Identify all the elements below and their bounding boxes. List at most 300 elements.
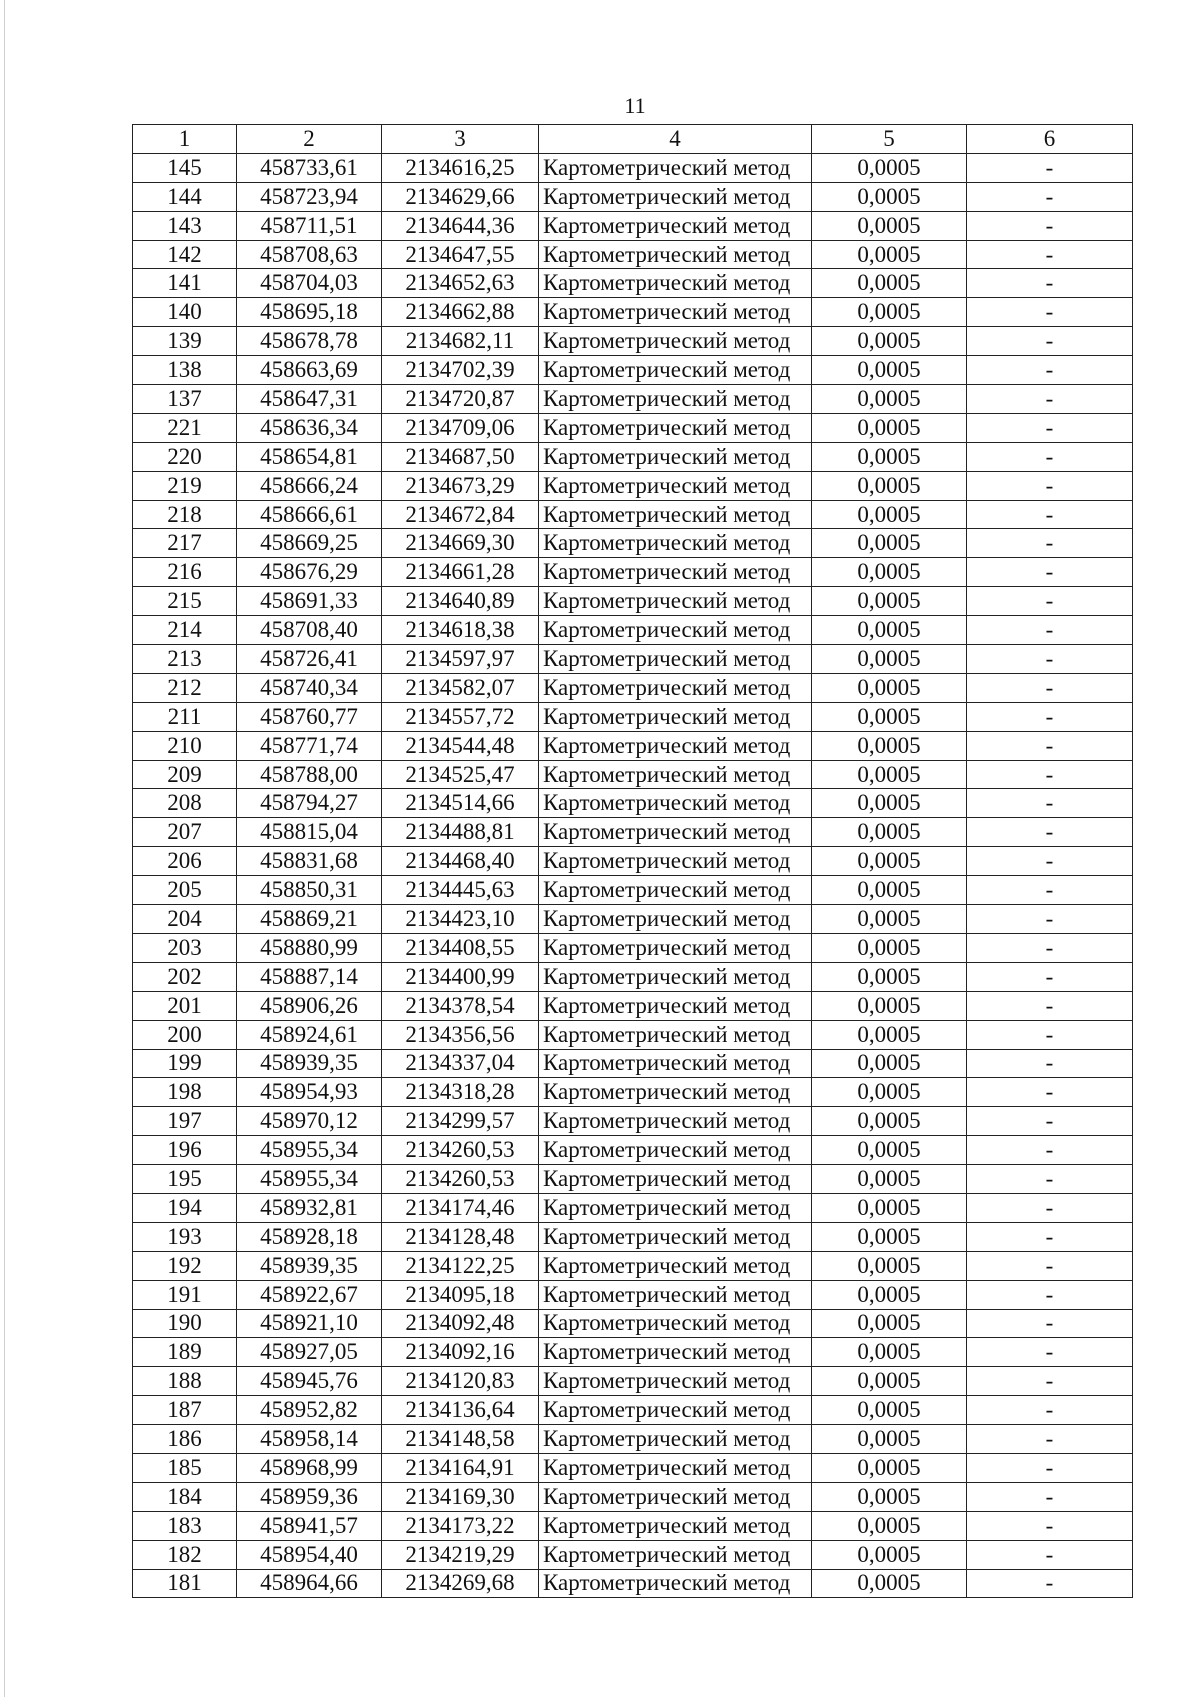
y-coordinate-cell: 2134269,68 [382,1569,539,1598]
table-row [133,558,1133,587]
point-number-cell: 188 [133,1367,237,1396]
table-row [133,1425,1133,1454]
point-number-cell: 138 [133,356,237,385]
coordinates-table [132,124,1133,1598]
y-coordinate-cell: 2134687,50 [382,442,539,471]
x-coordinate-cell: 458932,81 [237,1193,382,1222]
point-number-cell: 197 [133,1107,237,1136]
y-coordinate-cell: 2134169,30 [382,1482,539,1511]
point-number-cell: 185 [133,1453,237,1482]
table-row [133,298,1133,327]
y-coordinate-cell: 2134616,25 [382,153,539,182]
accuracy-cell: 0,0005 [812,731,967,760]
x-coordinate-cell: 458771,74 [237,731,382,760]
accuracy-cell: 0,0005 [812,1309,967,1338]
accuracy-cell: 0,0005 [812,1251,967,1280]
point-number-cell: 221 [133,413,237,442]
description-cell: - [967,1193,1133,1222]
description-cell: - [967,673,1133,702]
description-cell: - [967,529,1133,558]
x-coordinate-cell: 458945,76 [237,1367,382,1396]
description-cell: - [967,1425,1133,1454]
x-coordinate-cell: 458815,04 [237,818,382,847]
description-cell: - [967,1540,1133,1569]
x-coordinate-cell: 458654,81 [237,442,382,471]
x-coordinate-cell: 458740,34 [237,673,382,702]
description-cell: - [967,1280,1133,1309]
table-row [133,413,1133,442]
description-cell: - [967,1511,1133,1540]
table-row [133,760,1133,789]
method-cell: Картометрический метод [539,847,812,876]
accuracy-cell: 0,0005 [812,587,967,616]
y-coordinate-cell: 2134092,16 [382,1338,539,1367]
description-cell: - [967,1222,1133,1251]
y-coordinate-cell: 2134672,84 [382,500,539,529]
description-cell: - [967,702,1133,731]
method-cell: Картометрический метод [539,731,812,760]
point-number-cell: 205 [133,876,237,905]
y-coordinate-cell: 2134408,55 [382,933,539,962]
point-number-cell: 189 [133,1338,237,1367]
y-coordinate-cell: 2134128,48 [382,1222,539,1251]
table-row [133,442,1133,471]
y-coordinate-cell: 2134092,48 [382,1309,539,1338]
description-cell: - [967,1107,1133,1136]
method-cell: Картометрический метод [539,1338,812,1367]
accuracy-cell: 0,0005 [812,789,967,818]
point-number-cell: 219 [133,471,237,500]
accuracy-cell: 0,0005 [812,1453,967,1482]
point-number-cell: 210 [133,731,237,760]
description-cell: - [967,558,1133,587]
accuracy-cell: 0,0005 [812,933,967,962]
accuracy-cell: 0,0005 [812,558,967,587]
point-number-cell: 217 [133,529,237,558]
y-coordinate-cell: 2134488,81 [382,818,539,847]
description-cell: - [967,1049,1133,1078]
description-cell: - [967,1569,1133,1598]
method-cell: Картометрический метод [539,587,812,616]
method-cell: Картометрический метод [539,933,812,962]
y-coordinate-cell: 2134582,07 [382,673,539,702]
point-number-cell: 220 [133,442,237,471]
table-row [133,905,1133,934]
description-cell: - [967,1453,1133,1482]
method-cell: Картометрический метод [539,1280,812,1309]
y-coordinate-cell: 2134122,25 [382,1251,539,1280]
point-number-cell: 200 [133,1020,237,1049]
method-cell: Картометрический метод [539,1540,812,1569]
y-coordinate-cell: 2134337,04 [382,1049,539,1078]
x-coordinate-cell: 458954,93 [237,1078,382,1107]
y-coordinate-cell: 2134629,66 [382,182,539,211]
description-cell: - [967,327,1133,356]
description-cell: - [967,876,1133,905]
table-row [133,1078,1133,1107]
point-number-cell: 196 [133,1136,237,1165]
accuracy-cell: 0,0005 [812,673,967,702]
method-cell: Картометрический метод [539,529,812,558]
table-row [133,471,1133,500]
y-coordinate-cell: 2134400,99 [382,962,539,991]
description-cell: - [967,587,1133,616]
table-row [133,847,1133,876]
table-row [133,1222,1133,1251]
y-coordinate-cell: 2134640,89 [382,587,539,616]
x-coordinate-cell: 458958,14 [237,1425,382,1454]
description-cell: - [967,1396,1133,1425]
method-cell: Картометрический метод [539,1165,812,1194]
y-coordinate-cell: 2134644,36 [382,211,539,240]
method-cell: Картометрический метод [539,962,812,991]
point-number-cell: 195 [133,1165,237,1194]
accuracy-cell: 0,0005 [812,1338,967,1367]
table-row [133,1338,1133,1367]
y-coordinate-cell: 2134299,57 [382,1107,539,1136]
accuracy-cell: 0,0005 [812,240,967,269]
table-row [133,211,1133,240]
accuracy-cell: 0,0005 [812,356,967,385]
accuracy-cell: 0,0005 [812,1569,967,1598]
point-number-cell: 137 [133,385,237,414]
x-coordinate-cell: 458663,69 [237,356,382,385]
accuracy-cell: 0,0005 [812,1280,967,1309]
point-number-cell: 142 [133,240,237,269]
x-coordinate-cell: 458970,12 [237,1107,382,1136]
description-cell: - [967,847,1133,876]
description-cell: - [967,211,1133,240]
table-row [133,269,1133,298]
table-row [133,240,1133,269]
accuracy-cell: 0,0005 [812,385,967,414]
table-row [133,1367,1133,1396]
description-cell: - [967,1136,1133,1165]
method-cell: Картометрический метод [539,1251,812,1280]
point-number-cell: 181 [133,1569,237,1598]
table-row [133,645,1133,674]
table-row [133,1482,1133,1511]
accuracy-cell: 0,0005 [812,327,967,356]
point-number-cell: 141 [133,269,237,298]
description-cell: - [967,789,1133,818]
x-coordinate-cell: 458924,61 [237,1020,382,1049]
x-coordinate-cell: 458711,51 [237,211,382,240]
method-cell: Картометрический метод [539,211,812,240]
method-cell: Картометрический метод [539,1020,812,1049]
table-row [133,876,1133,905]
x-coordinate-cell: 458955,34 [237,1165,382,1194]
method-cell: Картометрический метод [539,818,812,847]
accuracy-cell: 0,0005 [812,471,967,500]
y-coordinate-cell: 2134260,53 [382,1165,539,1194]
accuracy-cell: 0,0005 [812,645,967,674]
method-cell: Картометрический метод [539,1453,812,1482]
description-cell: - [967,1367,1133,1396]
x-coordinate-cell: 458831,68 [237,847,382,876]
accuracy-cell: 0,0005 [812,413,967,442]
table-row [133,1396,1133,1425]
method-cell: Картометрический метод [539,240,812,269]
table-row [133,1020,1133,1049]
method-cell: Картометрический метод [539,1049,812,1078]
method-cell: Картометрический метод [539,1078,812,1107]
x-coordinate-cell: 458678,78 [237,327,382,356]
point-number-cell: 201 [133,991,237,1020]
method-cell: Картометрический метод [539,905,812,934]
y-coordinate-cell: 2134378,54 [382,991,539,1020]
x-coordinate-cell: 458927,05 [237,1338,382,1367]
y-coordinate-cell: 2134174,46 [382,1193,539,1222]
column-header: 6 [967,125,1133,154]
point-number-cell: 216 [133,558,237,587]
table-row [133,731,1133,760]
y-coordinate-cell: 2134525,47 [382,760,539,789]
method-cell: Картометрический метод [539,471,812,500]
method-cell: Картометрический метод [539,1193,812,1222]
x-coordinate-cell: 458887,14 [237,962,382,991]
x-coordinate-cell: 458788,00 [237,760,382,789]
description-cell: - [967,1338,1133,1367]
x-coordinate-cell: 458760,77 [237,702,382,731]
page-number: 11 [624,93,646,118]
table-row [133,1309,1133,1338]
accuracy-cell: 0,0005 [812,1165,967,1194]
table-header-row [133,125,1133,154]
accuracy-cell: 0,0005 [812,1020,967,1049]
y-coordinate-cell: 2134136,64 [382,1396,539,1425]
y-coordinate-cell: 2134702,39 [382,356,539,385]
method-cell: Картометрический метод [539,1482,812,1511]
x-coordinate-cell: 458676,29 [237,558,382,587]
description-cell: - [967,991,1133,1020]
x-coordinate-cell: 458880,99 [237,933,382,962]
x-coordinate-cell: 458708,63 [237,240,382,269]
description-cell: - [967,153,1133,182]
description-cell: - [967,442,1133,471]
description-cell: - [967,413,1133,442]
method-cell: Картометрический метод [539,702,812,731]
x-coordinate-cell: 458794,27 [237,789,382,818]
table-row [133,1165,1133,1194]
method-cell: Картометрический метод [539,1309,812,1338]
y-coordinate-cell: 2134661,28 [382,558,539,587]
description-cell: - [967,471,1133,500]
y-coordinate-cell: 2134468,40 [382,847,539,876]
description-cell: - [967,356,1133,385]
accuracy-cell: 0,0005 [812,1107,967,1136]
y-coordinate-cell: 2134164,91 [382,1453,539,1482]
accuracy-cell: 0,0005 [812,153,967,182]
y-coordinate-cell: 2134544,48 [382,731,539,760]
description-cell: - [967,905,1133,934]
accuracy-cell: 0,0005 [812,1222,967,1251]
point-number-cell: 186 [133,1425,237,1454]
accuracy-cell: 0,0005 [812,818,967,847]
y-coordinate-cell: 2134618,38 [382,616,539,645]
table-row [133,1280,1133,1309]
point-number-cell: 209 [133,760,237,789]
point-number-cell: 207 [133,818,237,847]
x-coordinate-cell: 458636,34 [237,413,382,442]
point-number-cell: 204 [133,905,237,934]
page-edge [4,0,5,1697]
y-coordinate-cell: 2134647,55 [382,240,539,269]
x-coordinate-cell: 458968,99 [237,1453,382,1482]
method-cell: Картометрический метод [539,1396,812,1425]
point-number-cell: 208 [133,789,237,818]
table-row [133,182,1133,211]
y-coordinate-cell: 2134120,83 [382,1367,539,1396]
method-cell: Картометрический метод [539,1367,812,1396]
point-number-cell: 139 [133,327,237,356]
description-cell: - [967,500,1133,529]
method-cell: Картометрический метод [539,991,812,1020]
x-coordinate-cell: 458955,34 [237,1136,382,1165]
table-row [133,327,1133,356]
y-coordinate-cell: 2134709,06 [382,413,539,442]
description-cell: - [967,645,1133,674]
table-row [133,1107,1133,1136]
description-cell: - [967,1482,1133,1511]
accuracy-cell: 0,0005 [812,1136,967,1165]
table-row [133,818,1133,847]
table-row [133,991,1133,1020]
x-coordinate-cell: 458850,31 [237,876,382,905]
x-coordinate-cell: 458954,40 [237,1540,382,1569]
table-row [133,1049,1133,1078]
x-coordinate-cell: 458704,03 [237,269,382,298]
point-number-cell: 203 [133,933,237,962]
x-coordinate-cell: 458939,35 [237,1251,382,1280]
description-cell: - [967,1165,1133,1194]
description-cell: - [967,760,1133,789]
accuracy-cell: 0,0005 [812,500,967,529]
x-coordinate-cell: 458723,94 [237,182,382,211]
point-number-cell: 215 [133,587,237,616]
x-coordinate-cell: 458928,18 [237,1222,382,1251]
y-coordinate-cell: 2134260,53 [382,1136,539,1165]
description-cell: - [967,731,1133,760]
accuracy-cell: 0,0005 [812,616,967,645]
point-number-cell: 199 [133,1049,237,1078]
table-row [133,1540,1133,1569]
x-coordinate-cell: 458964,66 [237,1569,382,1598]
point-number-cell: 193 [133,1222,237,1251]
method-cell: Картометрический метод [539,182,812,211]
table-row [133,500,1133,529]
point-number-cell: 190 [133,1309,237,1338]
x-coordinate-cell: 458666,24 [237,471,382,500]
x-coordinate-cell: 458922,67 [237,1280,382,1309]
table-row [133,1511,1133,1540]
method-cell: Картометрический метод [539,616,812,645]
table-row [133,153,1133,182]
method-cell: Картометрический метод [539,558,812,587]
accuracy-cell: 0,0005 [812,1540,967,1569]
table-row [133,1569,1133,1598]
point-number-cell: 212 [133,673,237,702]
x-coordinate-cell: 458952,82 [237,1396,382,1425]
point-number-cell: 187 [133,1396,237,1425]
description-cell: - [967,269,1133,298]
method-cell: Картометрический метод [539,385,812,414]
point-number-cell: 213 [133,645,237,674]
x-coordinate-cell: 458869,21 [237,905,382,934]
x-coordinate-cell: 458939,35 [237,1049,382,1078]
method-cell: Картометрический метод [539,356,812,385]
y-coordinate-cell: 2134720,87 [382,385,539,414]
accuracy-cell: 0,0005 [812,182,967,211]
table-body [133,153,1133,1598]
method-cell: Картометрический метод [539,442,812,471]
table-row [133,1453,1133,1482]
accuracy-cell: 0,0005 [812,702,967,731]
table-row [133,962,1133,991]
accuracy-cell: 0,0005 [812,962,967,991]
x-coordinate-cell: 458691,33 [237,587,382,616]
method-cell: Картометрический метод [539,269,812,298]
accuracy-cell: 0,0005 [812,1511,967,1540]
point-number-cell: 140 [133,298,237,327]
point-number-cell: 191 [133,1280,237,1309]
accuracy-cell: 0,0005 [812,442,967,471]
description-cell: - [967,1309,1133,1338]
method-cell: Картометрический метод [539,500,812,529]
table-row [133,385,1133,414]
table-row [133,702,1133,731]
accuracy-cell: 0,0005 [812,211,967,240]
y-coordinate-cell: 2134095,18 [382,1280,539,1309]
point-number-cell: 211 [133,702,237,731]
y-coordinate-cell: 2134652,63 [382,269,539,298]
accuracy-cell: 0,0005 [812,991,967,1020]
y-coordinate-cell: 2134318,28 [382,1078,539,1107]
x-coordinate-cell: 458726,41 [237,645,382,674]
accuracy-cell: 0,0005 [812,1482,967,1511]
point-number-cell: 198 [133,1078,237,1107]
x-coordinate-cell: 458941,57 [237,1511,382,1540]
method-cell: Картометрический метод [539,298,812,327]
column-header: 1 [133,125,237,154]
x-coordinate-cell: 458906,26 [237,991,382,1020]
point-number-cell: 145 [133,153,237,182]
method-cell: Картометрический метод [539,789,812,818]
y-coordinate-cell: 2134597,97 [382,645,539,674]
y-coordinate-cell: 2134662,88 [382,298,539,327]
point-number-cell: 143 [133,211,237,240]
accuracy-cell: 0,0005 [812,1425,967,1454]
accuracy-cell: 0,0005 [812,1193,967,1222]
y-coordinate-cell: 2134173,22 [382,1511,539,1540]
point-number-cell: 182 [133,1540,237,1569]
accuracy-cell: 0,0005 [812,1078,967,1107]
description-cell: - [967,1078,1133,1107]
table-row [133,616,1133,645]
method-cell: Картометрический метод [539,1222,812,1251]
y-coordinate-cell: 2134682,11 [382,327,539,356]
accuracy-cell: 0,0005 [812,1367,967,1396]
accuracy-cell: 0,0005 [812,529,967,558]
method-cell: Картометрический метод [539,1425,812,1454]
table-row [133,1136,1133,1165]
y-coordinate-cell: 2134669,30 [382,529,539,558]
y-coordinate-cell: 2134673,29 [382,471,539,500]
table-row [133,673,1133,702]
accuracy-cell: 0,0005 [812,876,967,905]
table-row [133,529,1133,558]
method-cell: Картометрический метод [539,327,812,356]
